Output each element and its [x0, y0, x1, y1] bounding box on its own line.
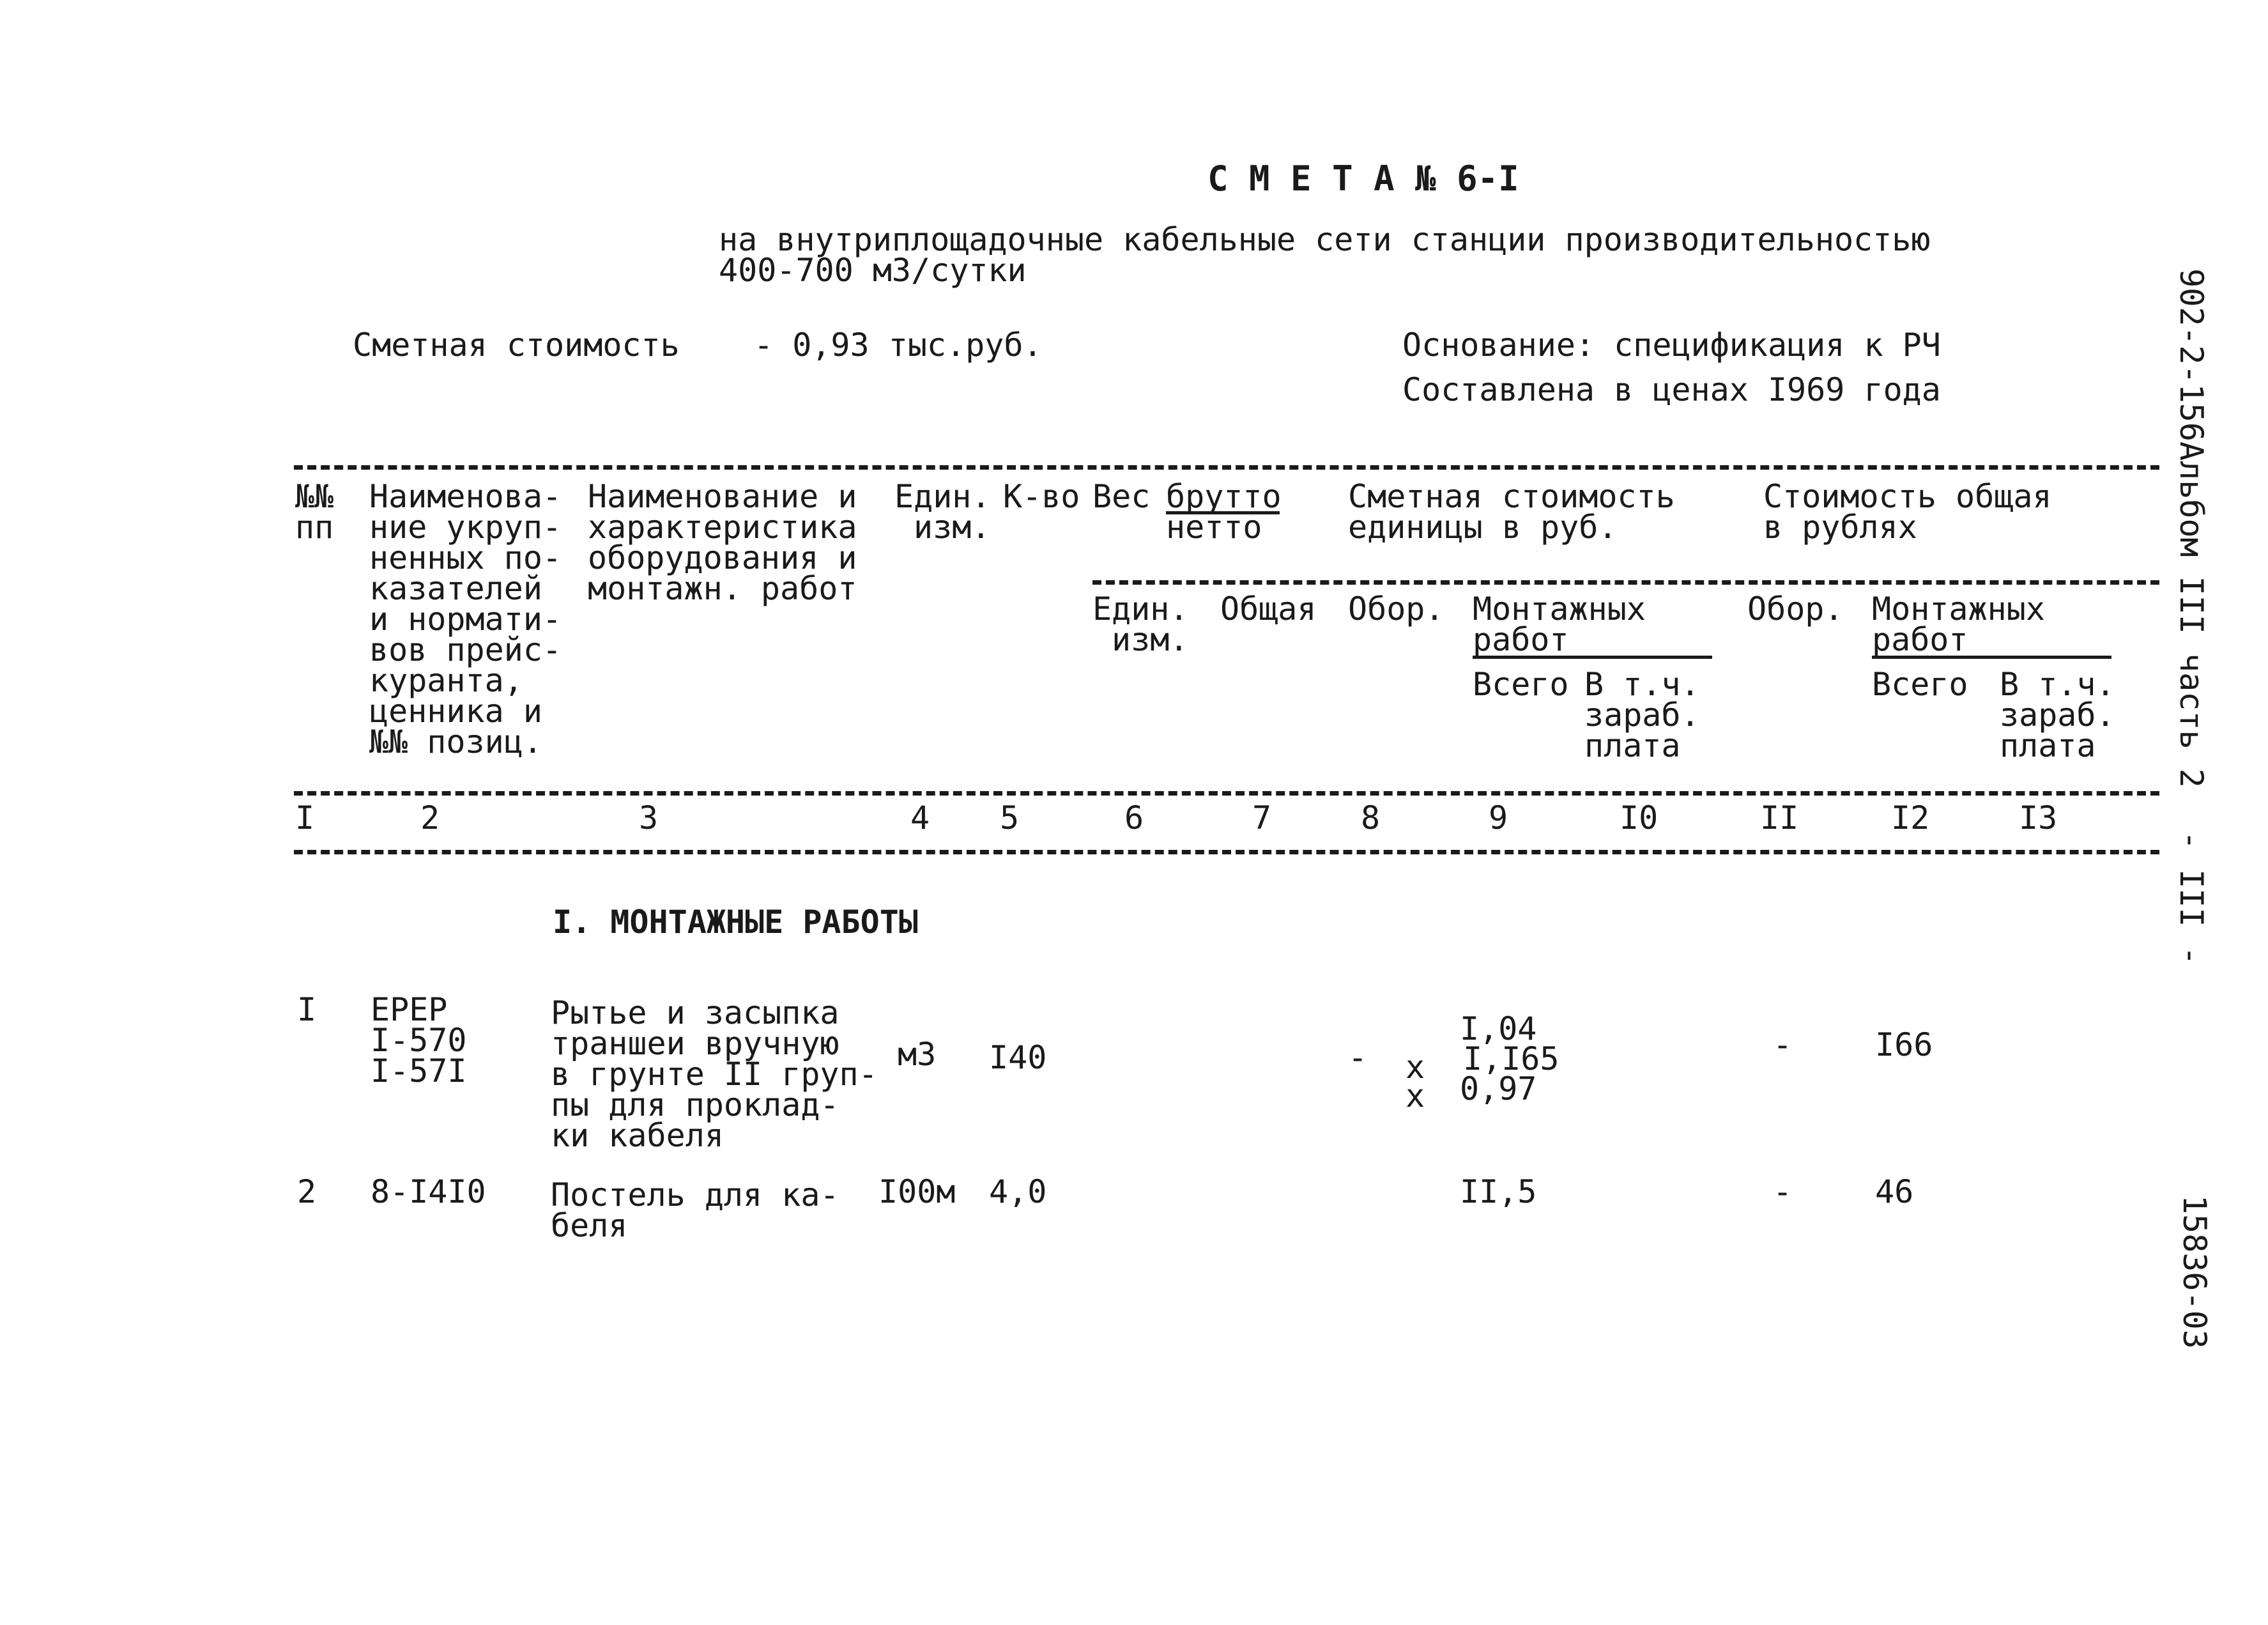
- header-total-cost-line2: в рублях: [1763, 509, 1917, 546]
- header-col10-line2: зараб.: [1584, 697, 1700, 734]
- col-number-9: 9: [1489, 799, 1508, 836]
- row1-number: I: [297, 991, 317, 1028]
- header-col1-line1: №№: [295, 478, 334, 515]
- row1-name-line1: Рытье и засыпка: [551, 994, 839, 1031]
- col-number-3: 3: [639, 799, 659, 836]
- header-col3-line3: оборудования и: [588, 539, 857, 576]
- side-code: 902-2-156Альбом III часть 2: [2173, 268, 2210, 788]
- header-col6-line2: изм.: [1112, 621, 1189, 658]
- header-col2-line9: №№ позиц.: [369, 723, 542, 760]
- cost-value: - 0,93 тыс.руб.: [754, 327, 1043, 364]
- header-col2-line5: и нормати-: [369, 601, 562, 638]
- header-col3-line1: Наименование и: [588, 478, 857, 515]
- row1-name-line5: ки кабеля: [551, 1117, 724, 1154]
- header-col10-line1: В т.ч.: [1584, 666, 1700, 703]
- row1-mounting-total: I66: [1875, 1026, 1933, 1063]
- header-col2-line7: куранта,: [369, 662, 523, 699]
- header-weight-gross: брутто: [1166, 478, 1282, 515]
- col-numbers-bottom-rule: [294, 850, 2159, 854]
- row1-code-line3: I-57I: [371, 1052, 467, 1090]
- row2-equipment-total: -: [1773, 1173, 1793, 1210]
- header-weight-net: нетто: [1166, 509, 1262, 546]
- col-number-8: 8: [1361, 799, 1381, 836]
- header-col2-line4: казателей: [369, 570, 542, 607]
- header-unit-cost-line2: единицы в руб.: [1348, 509, 1618, 546]
- header-col12-13-underline: [1872, 656, 2111, 659]
- col-number-4: 4: [910, 799, 930, 836]
- row1-equipment-total: -: [1773, 1026, 1793, 1063]
- section-heading: I. МОНТАЖНЫЕ РАБОТЫ: [553, 904, 918, 941]
- row2-name-line1: Постель для ка-: [551, 1176, 839, 1213]
- side-page-number: - III -: [2173, 831, 2210, 966]
- row2-code: 8-I4I0: [371, 1173, 486, 1210]
- header-col12-13-line1: Монтажных: [1872, 590, 2045, 628]
- row1-value-line2: I,I65: [1463, 1040, 1559, 1077]
- row1-name-line2: траншеи вручную: [551, 1025, 839, 1062]
- subtitle-line-2: 400-700 м3/сутки: [719, 252, 1027, 289]
- header-col7: Общая: [1220, 590, 1317, 628]
- prices-text: Составлена в ценах I969 года: [1402, 371, 1941, 408]
- row1-multiplier-1: x: [1406, 1049, 1425, 1086]
- document-title: С М Е Т А № 6-I: [1207, 158, 1519, 199]
- header-col2-line2: ние укруп-: [369, 509, 562, 546]
- row2-number: 2: [297, 1173, 317, 1210]
- header-col1-line2: пп: [295, 509, 334, 546]
- header-bottom-rule: [294, 791, 2159, 796]
- header-col9-10-underline: [1473, 656, 1712, 659]
- row2-quantity: 4,0: [989, 1173, 1047, 1210]
- col-number-2: 2: [420, 799, 440, 836]
- header-col13-line1: В т.ч.: [2000, 666, 2115, 703]
- row1-equipment-unit-cost: -: [1348, 1039, 1368, 1076]
- col-number-12: I2: [1891, 799, 1930, 836]
- header-col13-line2: зараб.: [2000, 697, 2115, 734]
- row1-quantity: I40: [989, 1039, 1047, 1076]
- header-col8: Обор.: [1348, 590, 1444, 628]
- row1-code-line2: I-570: [371, 1022, 467, 1059]
- header-col5: К-во: [1003, 478, 1080, 515]
- row1-code-line1: ЕРЕР: [371, 991, 448, 1028]
- row1-value-line1: I,04: [1460, 1010, 1537, 1047]
- col-number-5: 5: [1000, 799, 1020, 836]
- row2-value: II,5: [1460, 1173, 1537, 1210]
- header-col2-line3: ненных по-: [369, 539, 562, 576]
- header-col13-line3: плата: [2000, 727, 2096, 764]
- header-col6-line1: Един.: [1092, 590, 1189, 628]
- row1-name-line3: в грунте II груп-: [551, 1056, 878, 1093]
- cost-label: Сметная стоимость: [353, 327, 680, 364]
- header-col12: Всего: [1872, 666, 1968, 703]
- header-weight-label: Вес: [1092, 478, 1151, 515]
- row1-value-line3: 0,97: [1460, 1070, 1537, 1107]
- row1-multiplier-2: x: [1406, 1077, 1425, 1114]
- header-col9-10-line1: Монтажных: [1473, 590, 1646, 628]
- header-col4-line2: изм.: [914, 509, 991, 546]
- header-total-cost-line1: Стоимость общая: [1763, 478, 2052, 515]
- row2-unit: I00м: [878, 1173, 956, 1210]
- col-number-6: 6: [1124, 799, 1144, 836]
- header-col2-line1: Наименова-: [369, 478, 562, 515]
- row2-mounting-total: 46: [1875, 1173, 1914, 1210]
- header-mid-rule: [1092, 580, 2159, 585]
- side-registration-number: 15836-03: [2176, 1195, 2213, 1349]
- header-col11: Обор.: [1747, 590, 1844, 628]
- col-number-13: I3: [2019, 799, 2058, 836]
- row2-name-line2: беля: [551, 1207, 628, 1244]
- header-col2-line6: вов прейс-: [369, 631, 562, 668]
- col-number-7: 7: [1252, 799, 1272, 836]
- basis-text: Основание: спецификация к РЧ: [1402, 327, 1941, 364]
- header-col4-line1: Един.: [894, 478, 991, 515]
- header-col10-line3: плата: [1584, 727, 1681, 764]
- header-col12-13-line2: работ: [1872, 621, 1968, 658]
- col-number-1: I: [295, 799, 315, 836]
- header-col9: Всего: [1473, 666, 1569, 703]
- header-col9-10-line2: работ: [1473, 621, 1569, 658]
- subtitle-line-1: на внутриплощадочные кабельные сети станции производительностью: [719, 221, 1931, 258]
- row1-name-line4: пы для проклад-: [551, 1086, 839, 1123]
- header-col2-line8: ценника и: [369, 693, 542, 730]
- header-col3-line2: характеристика: [588, 509, 857, 546]
- header-unit-cost-line1: Сметная стоимость: [1348, 478, 1675, 515]
- col-number-11: II: [1760, 799, 1799, 836]
- col-number-10: I0: [1620, 799, 1659, 836]
- row1-unit: м3: [898, 1036, 937, 1073]
- header-col3-line4: монтажн. работ: [588, 570, 857, 607]
- table-top-rule: [294, 465, 2159, 470]
